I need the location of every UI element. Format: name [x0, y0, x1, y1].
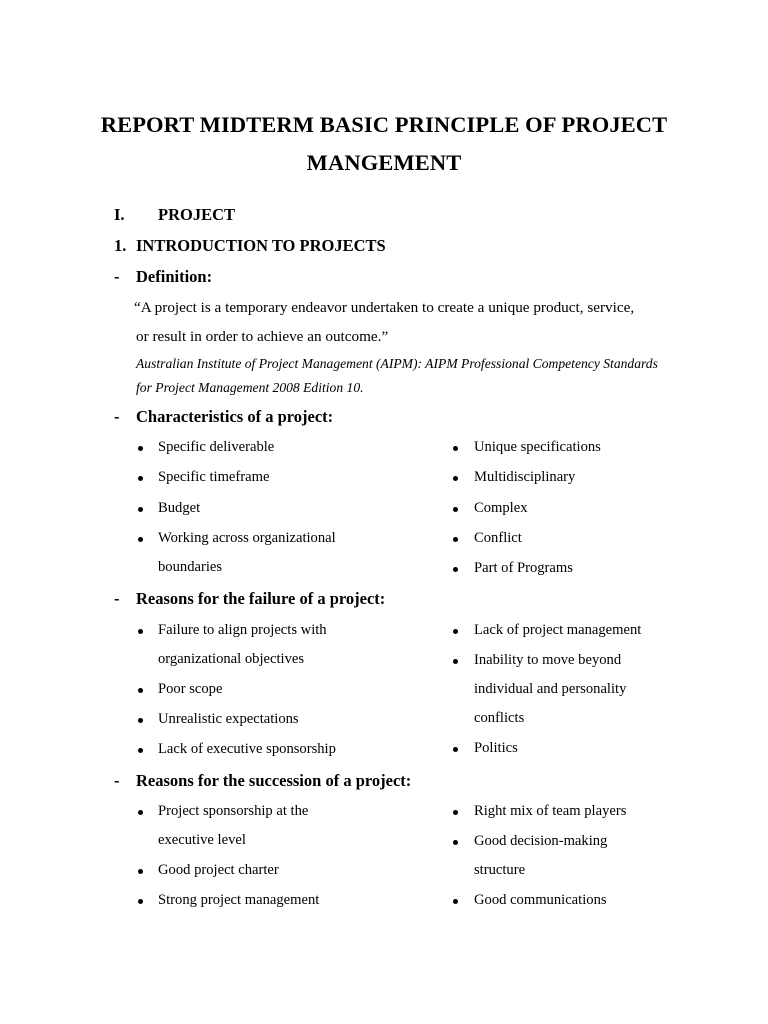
list-item: Conflict	[474, 530, 522, 546]
list-item: Unique specifications	[474, 439, 601, 455]
definition-quote-line-1: “A project is a temporary endeavor undertaken to create a unique product, service,	[134, 299, 635, 316]
list-item: Specific deliverable	[158, 439, 275, 455]
bullet	[453, 507, 458, 512]
list-item: Failure to align projects with	[158, 622, 327, 638]
bullet	[453, 567, 458, 572]
bullet	[453, 840, 458, 845]
list-item: Unrealistic expectations	[158, 711, 299, 727]
list-item: Right mix of team players	[474, 803, 627, 819]
list-item-continuation: conflicts	[474, 710, 525, 726]
list-item-continuation: individual and personality	[474, 681, 627, 697]
bullet	[453, 659, 458, 664]
definition-heading: Definition:	[136, 267, 213, 286]
subsection-title: INTRODUCTION TO PROJECTS	[136, 236, 386, 255]
report-title-line-1: REPORT MIDTERM BASIC PRINCIPLE OF PROJECT	[100, 112, 668, 137]
list-item: Poor scope	[158, 681, 223, 697]
dash-marker: -	[114, 267, 120, 286]
bullet	[453, 476, 458, 481]
list-item: Working across organizational	[158, 530, 336, 546]
bullet	[138, 810, 143, 815]
bullet	[138, 476, 143, 481]
bullet	[453, 810, 458, 815]
list-item: Project sponsorship at the	[158, 803, 309, 819]
failure-heading: Reasons for the failure of a project:	[136, 589, 386, 608]
list-item: Part of Programs	[474, 560, 573, 576]
list-item: Complex	[474, 500, 528, 516]
section-title: PROJECT	[158, 205, 236, 224]
list-item: Strong project management	[158, 892, 320, 908]
citation-line-2: for Project Management 2008 Edition 10.	[136, 380, 364, 395]
list-item: Good communications	[474, 892, 607, 908]
list-item: Lack of executive sponsorship	[158, 741, 336, 757]
list-item-continuation: structure	[474, 862, 526, 878]
list-item: Inability to move beyond	[474, 652, 622, 668]
bullet	[138, 748, 143, 753]
citation-line-1: Australian Institute of Project Management (AIPM): AIPM Professional Competency Standards	[136, 356, 658, 371]
bullet	[138, 507, 143, 512]
bullet	[453, 446, 458, 451]
bullet	[453, 899, 458, 904]
bullet	[138, 869, 143, 874]
bullet	[453, 747, 458, 752]
list-item: Budget	[158, 500, 201, 516]
success-heading: Reasons for the succession of a project:	[136, 771, 412, 790]
section-number: I.	[114, 205, 125, 224]
report-title-line-2: MANGEMENT	[306, 150, 462, 175]
list-item: Specific timeframe	[158, 469, 270, 485]
list-item: Multidisciplinary	[474, 469, 576, 485]
dash-marker: -	[114, 589, 120, 608]
list-item: Good decision-making	[474, 833, 608, 849]
list-item-continuation: executive level	[158, 832, 246, 848]
bullet	[138, 688, 143, 693]
bullet	[138, 718, 143, 723]
subsection-number: 1.	[114, 236, 127, 255]
bullet	[138, 629, 143, 634]
bullet	[138, 899, 143, 904]
list-item-continuation: organizational objectives	[158, 651, 305, 667]
bullet	[453, 537, 458, 542]
list-item: Politics	[474, 740, 518, 756]
bullet	[138, 446, 143, 451]
list-item: Good project charter	[158, 862, 279, 878]
dash-marker: -	[114, 771, 120, 790]
bullet	[453, 629, 458, 634]
list-item: Lack of project management	[474, 622, 642, 638]
dash-marker: -	[114, 407, 120, 426]
list-item-continuation: boundaries	[158, 559, 223, 575]
definition-quote-line-2: or result in order to achieve an outcome.”	[136, 328, 389, 345]
bullet	[138, 537, 143, 542]
characteristics-heading: Characteristics of a project:	[136, 407, 334, 426]
